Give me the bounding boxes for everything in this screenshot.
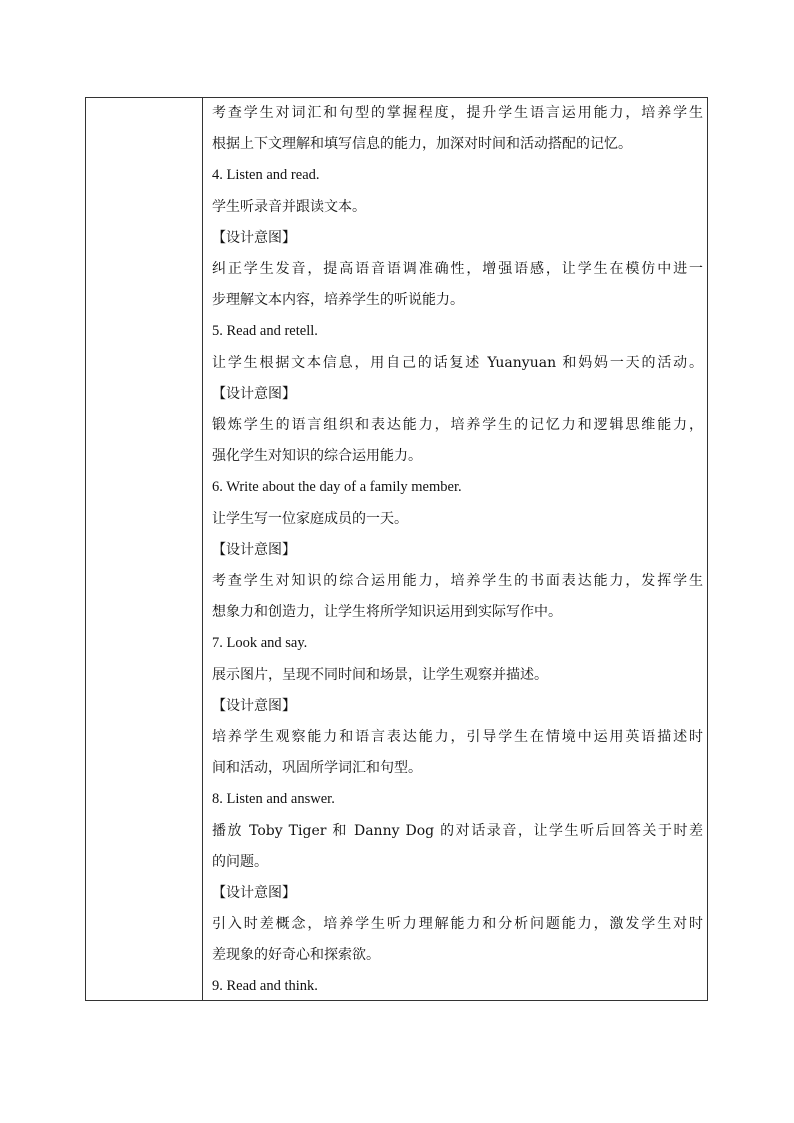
text-line: 的问题。 [212,854,268,870]
text-line: 步理解文本内容，培养学生的听说能力。 [212,292,464,308]
text-line: 考查学生对知识的综合运用能力，培养学生的书面表达能力，发挥学生 [212,573,703,589]
text-line: 想象力和创造力，让学生将所学知识运用到实际写作中。 [212,604,562,620]
text-line: 播放 Toby Tiger 和 Danny Dog 的对话录音，让学生听后回答关于时差 [212,823,703,839]
design-intent-label: 【设计意图】 [212,885,296,901]
text-line: 展示图片，呈现不同时间和场景，让学生观察并描述。 [212,667,548,683]
column-divider [202,98,203,1000]
design-intent-label: 【设计意图】 [212,698,296,714]
text-line: 引入时差概念，培养学生听力理解能力和分析问题能力，激发学生对时 [212,916,703,932]
step-heading: 9. Read and think. [212,978,318,994]
text-line: 纠正学生发音，提高语音语调准确性，增强语感，让学生在模仿中进一 [212,261,703,277]
design-intent-label: 【设计意图】 [212,230,296,246]
text-line: 锻炼学生的语言组织和表达能力，培养学生的记忆力和逻辑思维能力， [212,417,703,433]
text-line: 间和活动，巩固所学词汇和句型。 [212,760,422,776]
text-line: 让学生根据文本信息，用自己的话复述 Yuanyuan 和妈妈一天的活动。 [212,355,703,371]
text-line: 强化学生对知识的综合运用能力。 [212,448,422,464]
step-heading: 6. Write about the day of a family member. [212,479,462,495]
lesson-plan-table [85,97,708,1001]
text-line: 差现象的好奇心和探索欲。 [212,947,380,963]
step-heading: 4. Listen and read. [212,167,320,183]
text-line: 让学生写一位家庭成员的一天。 [212,511,408,527]
design-intent-label: 【设计意图】 [212,386,296,402]
step-heading: 8. Listen and answer. [212,791,335,807]
design-intent-label: 【设计意图】 [212,542,296,558]
text-line: 根据上下文理解和填写信息的能力，加深对时间和活动搭配的记忆。 [212,136,632,152]
text-line: 培养学生观察能力和语言表达能力，引导学生在情境中运用英语描述时 [212,729,703,745]
step-heading: 7. Look and say. [212,635,308,651]
step-heading: 5. Read and retell. [212,323,318,339]
text-line: 考查学生对词汇和句型的掌握程度，提升学生语言运用能力，培养学生 [212,105,703,121]
text-line: 学生听录音并跟读文本。 [212,199,366,215]
